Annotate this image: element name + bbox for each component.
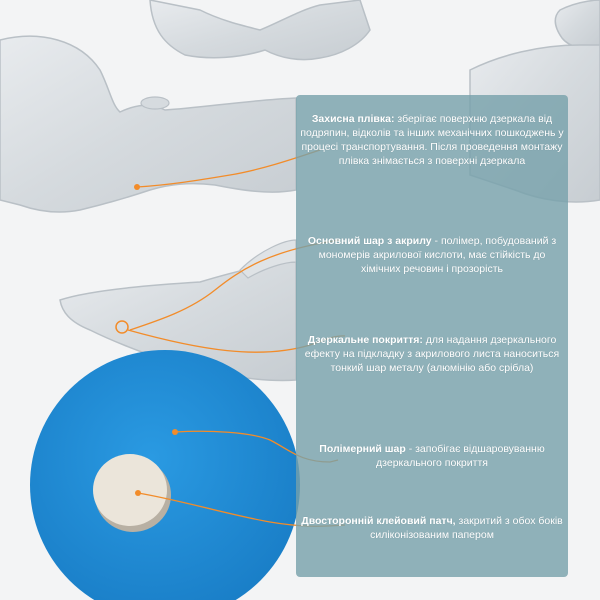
annotation-adhesive-patch — [300, 514, 564, 542]
annotation-polymer-layer — [300, 442, 564, 470]
annotation-mirror-coating — [300, 333, 564, 375]
annotation-title: Полімерний шар — [319, 443, 406, 455]
leader-dot-adhesive-patch — [135, 490, 141, 496]
leader-dot-protective-film — [134, 184, 140, 190]
annotation-title: Дзеркальне покриття: — [307, 334, 423, 346]
butterfly-mirror-antenna-tip — [141, 97, 169, 109]
leader-dot-polymer-layer — [172, 429, 178, 435]
butterfly-mirror-top — [150, 0, 370, 60]
annotation-protective-film — [300, 112, 564, 168]
annotation-text: закритий з обох боків силіконізованим папером — [370, 515, 563, 541]
annotation-title: Захисна плівка: — [311, 113, 395, 125]
annotation-text: для надання дзеркального ефекту на підкладку з акрилового листа наноситься тонкий шар металу (алюмінію або срібла) — [304, 334, 560, 374]
adhesive-patch — [93, 454, 167, 526]
blue-disk — [30, 350, 300, 600]
butterfly-mirror-top-right — [555, 0, 600, 48]
annotation-text: - запобігає відшаровуванню дзеркального покриття — [376, 443, 545, 469]
annotation-acrylic-layer — [300, 234, 564, 276]
annotation-title: Двосторонній клейовий патч, — [301, 515, 456, 527]
annotation-title: Основний шар з акрилу — [307, 235, 432, 247]
annotation-text: зберігає поверхню дзеркала від подряпин, відколів та інших механічних пошкоджень у процесі транспортування. Після проведення монтажу плівка знімається з поверхні дзеркала — [300, 113, 564, 167]
annotation-text: - полімер, побудований з мономерів акрилової кислоти, має стійкість до хімічних речовин і прозорість — [318, 235, 557, 275]
